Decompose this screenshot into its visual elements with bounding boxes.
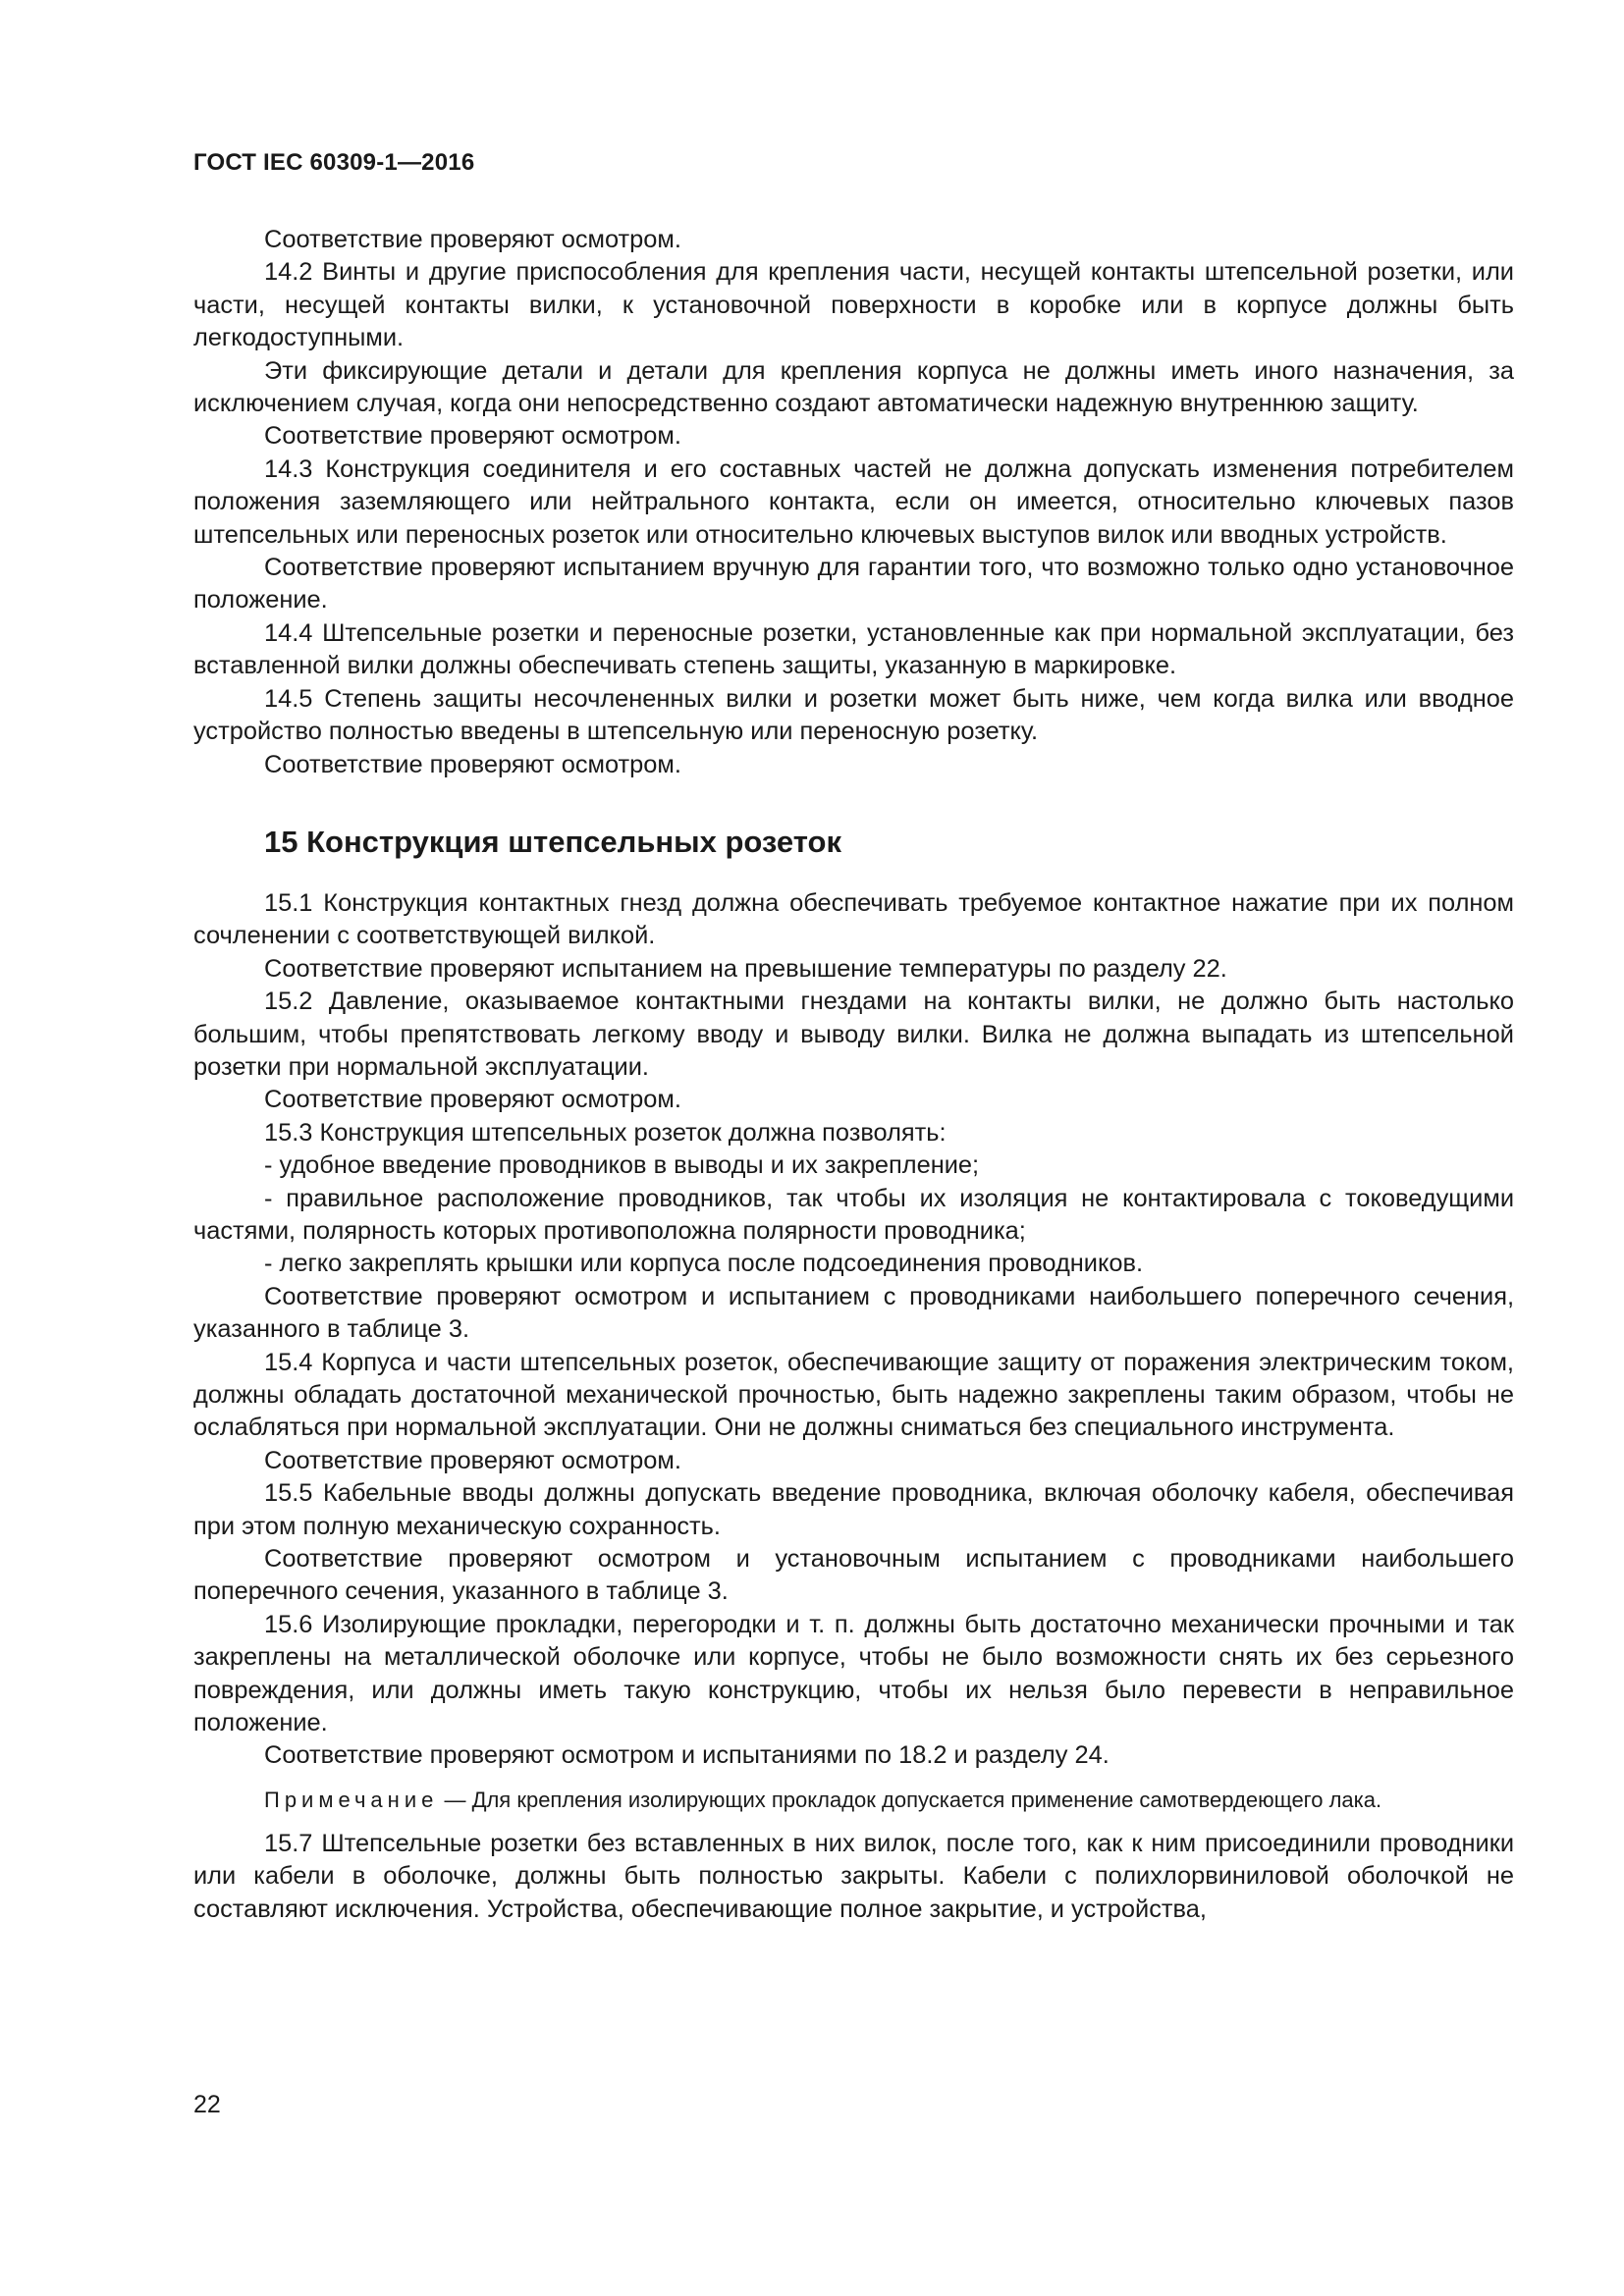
page-content <box>193 224 1514 1926</box>
paragraph: Соответствие проверяют осмотром и испытанием с проводниками наибольшего поперечного сечения, указанного в таблице 3. <box>193 1282 1514 1344</box>
paragraph-14-2: 14.2 Винты и другие приспособления для крепления части, несущей контакты штепсельной розетки, или части, несущей контакты вилки, к установочной поверхности в коробке или в корпусе должны быть легкодоступными. <box>193 258 1514 352</box>
paragraph-15-4: 15.4 Корпуса и части штепсельных розеток, обеспечивающие защиту от поражения электрическим током, должны обладать достаточной механической прочностью, быть надежно закреплены таким образом, чтобы не ослабляться при нормальной эксплуатации. Они не должны сниматься без специального инструмента. <box>193 1348 1514 1442</box>
section-15-title: 15 Конструкция штепсельных розеток <box>264 824 841 859</box>
paragraph-14-5: 14.5 Степень защиты несочлененных вилки и розетки может быть ниже, чем когда вилка или вводное устройство полностью введены в штепсельную или переносную розетку. <box>193 684 1514 746</box>
paragraph-14-3: 14.3 Конструкция соединителя и его составных частей не должна допускать изменения потребителем положения заземляющего или нейтрального контакта, если он имеется, относительно ключевых пазов штепсельных или переносных розеток или относительно ключевых выступов вилок или вводных устройств. <box>193 454 1514 549</box>
list-item: - правильное расположение проводников, так чтобы их изоляция не контактировала с токоведущими частями, полярность которых противоположна полярности проводника; <box>193 1184 1514 1245</box>
paragraph-15-3: 15.3 Конструкция штепсельных розеток должна позволять: <box>264 1118 947 1147</box>
list-item: - легко закреплять крышки или корпуса после подсоединения проводников. <box>264 1250 1144 1278</box>
paragraph-15-6: 15.6 Изолирующие прокладки, перегородки и т. п. должны быть достаточно механически прочными и так закреплены на металлической оболочке или корпусе, чтобы не было возможности снять их без серьезного повреждения, или должны иметь такую конструкцию, чтобы их нельзя было перевести в неправильное положение. <box>193 1610 1514 1737</box>
paragraph-15-5: 15.5 Кабельные вводы должны допускать введение проводника, включая оболочку кабеля, обеспечивая при этом полную механическую сохранность. <box>193 1479 1514 1540</box>
document-header: ГОСТ IEC 60309-1—2016 <box>193 149 475 176</box>
paragraph: Соответствие проверяют испытанием вручную для гарантии того, что возможно только одно установочное положение. <box>193 554 1514 614</box>
paragraph: Соответствие проверяют осмотром. <box>264 750 681 778</box>
paragraph: Эти фиксирующие детали и детали для крепления корпуса не должны иметь иного назначения, за исключением случая, когда они непосредственно создают автоматически надежную внутреннюю защиту. <box>193 356 1514 418</box>
paragraph: Соответствие проверяют испытанием на превышение температуры по разделу 22. <box>264 954 1227 983</box>
paragraph: Соответствие проверяют осмотром. <box>264 1086 681 1114</box>
paragraph: Соответствие проверяют осмотром и испытаниями по 18.2 и разделу 24. <box>264 1741 1110 1770</box>
paragraph-15-1: 15.1 Конструкция контактных гнезд должна обеспечивать требуемое контактное нажатие при их полном сочленении с соответствующей вилкой. <box>193 888 1514 950</box>
note-text: — Для крепления изолирующих прокладок допускается применение самотвердеющего лака. <box>438 1787 1382 1812</box>
paragraph: Соответствие проверяют осмотром. <box>264 226 681 253</box>
note-label: Примечание <box>264 1787 439 1812</box>
page-number: 22 <box>193 2091 221 2118</box>
paragraph: Соответствие проверяют осмотром и установочным испытанием с проводниками наибольшего поперечного сечения, указанного в таблице 3. <box>193 1545 1514 1606</box>
paragraph: Соответствие проверяют осмотром. <box>264 422 681 451</box>
note <box>193 1785 1514 1816</box>
paragraph-14-4: 14.4 Штепсельные розетки и переносные розетки, установленные как при нормальной эксплуатации, без вставленной вилки должны обеспечивать степень защиты, указанную в маркировке. <box>193 618 1514 680</box>
list-item: - удобное введение проводников в выводы и их закрепление; <box>264 1151 980 1180</box>
paragraph: Соответствие проверяют осмотром. <box>264 1446 681 1474</box>
paragraph-15-7: 15.7 Штепсельные розетки без вставленных в них вилок, после того, как к ним присоединили проводники или кабели в оболочке, должны быть полностью закрыты. Кабели с полихлорвиниловой оболочкой не составляют исключения. Устройства, обеспечивающие полное закрытие, и устройства, <box>193 1829 1514 1923</box>
paragraph-15-2: 15.2 Давление, оказываемое контактными гнездами на контакты вилки, не должно быть настолько большим, чтобы препятствовать легкому вводу и выводу вилки. Вилка не должна выпадать из штепсельной розетки при нормальной эксплуатации. <box>193 988 1514 1081</box>
